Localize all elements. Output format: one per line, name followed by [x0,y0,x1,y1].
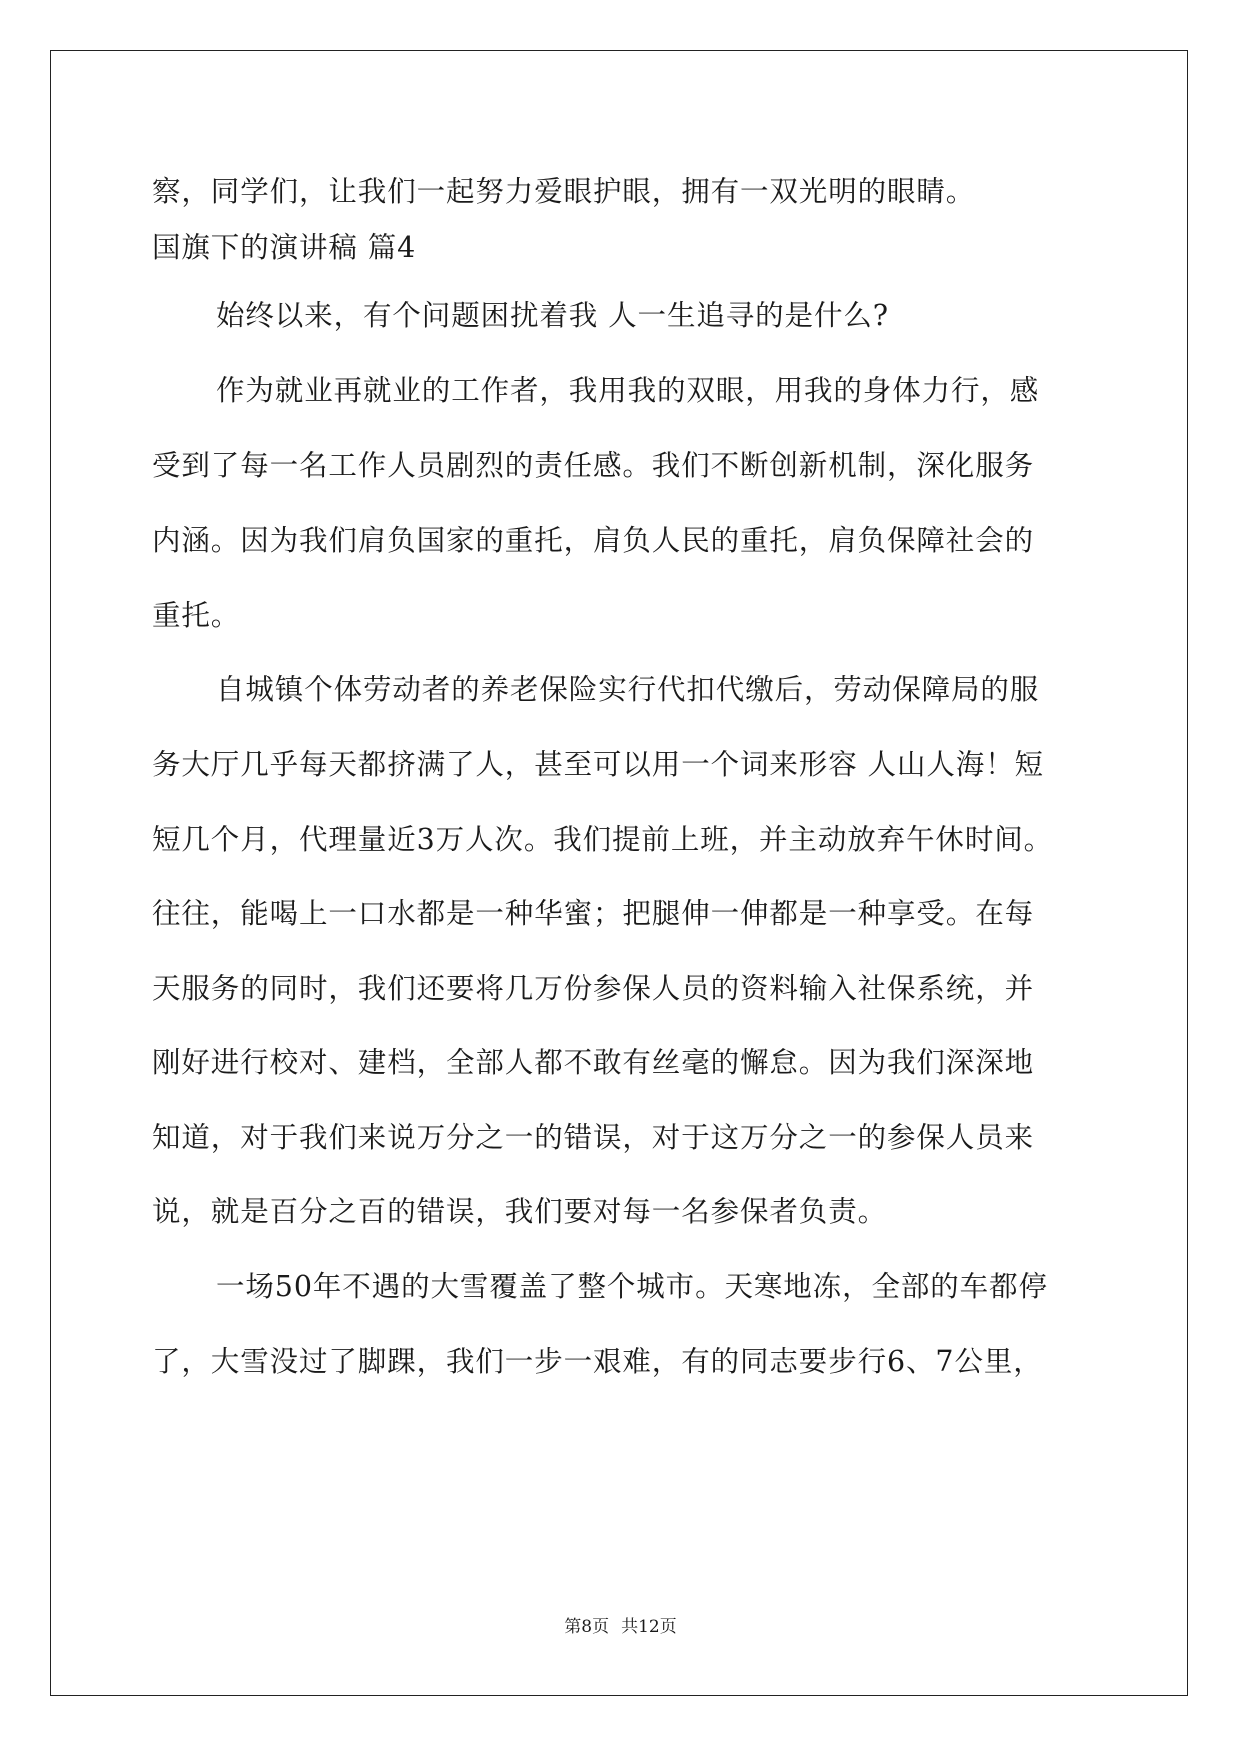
page-footer [0,1619,1241,1636]
paragraph-line: 作为就业再就业的工作者，我用我的双眼，用我的身体力行，感 [216,374,1040,407]
paragraph-line: 一场50年不遇的大雪覆盖了整个城市。天寒地冻，全部的车都停 [216,1270,1048,1303]
paragraph-line: 内涵。因为我们肩负国家的重托，肩负人民的重托，肩负保障社会的 [152,524,1035,557]
page-number: 第8页 [564,1617,610,1637]
section-heading: 国旗下的演讲稿 篇4 [152,231,417,264]
paragraph-line: 了，大雪没过了脚踝，我们一步一艰难，有的同志要步行6、7公里， [152,1345,1043,1378]
paragraph-line: 说，就是百分之百的错误，我们要对每一名参保者负责。 [152,1195,888,1228]
paragraph-line: 往往，能喝上一口水都是一种华蜜；把腿伸一伸都是一种享受。在每 [152,897,1035,930]
paragraph-line: 短几个月，代理量近3万人次。我们提前上班，并主动放弃午休时间。 [152,823,1054,856]
paragraph-line: 始终以来，有个问题困扰着我 人一生追寻的是什么? [216,299,889,332]
paragraph-line: 重托。 [152,599,241,632]
paragraph-line: 刚好进行校对、建档，全部人都不敢有丝毫的懈怠。因为我们深深地 [152,1046,1035,1079]
text-line: 察，同学们，让我们一起努力爱眼护眼，拥有一双光明的眼睛。 [152,175,976,208]
paragraph-line: 受到了每一名工作人员剧烈的责任感。我们不断创新机制，深化服务 [152,449,1035,482]
paragraph-line: 自城镇个体劳动者的养老保险实行代扣代缴后，劳动保障局的服 [216,673,1040,706]
paragraph-line: 务大厅几乎每天都挤满了人，甚至可以用一个词来形容 人山人海！短 [152,748,1044,781]
page-total: 共12页 [621,1617,677,1637]
paragraph-line: 知道，对于我们来说万分之一的错误，对于这万分之一的参保人员来 [152,1121,1035,1154]
paragraph-line: 天服务的同时，我们还要将几万份参保人员的资料输入社保系统，并 [152,972,1035,1005]
page-border [50,50,1188,1696]
